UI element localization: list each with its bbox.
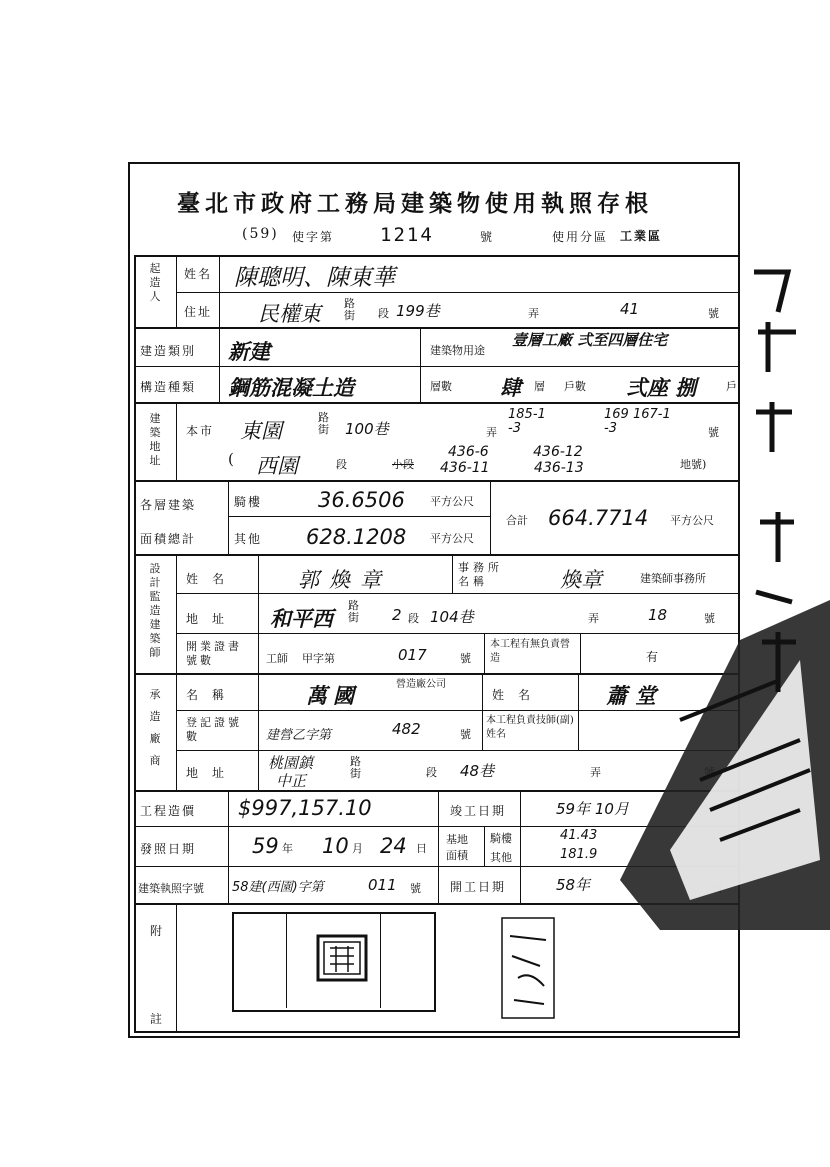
builder-address-section-label: 段	[378, 307, 389, 320]
builder-address-number: 41	[620, 300, 640, 318]
site-land-numbers-2: 436-11 436-13	[440, 460, 584, 476]
architect-address-road-label: 路 街	[348, 599, 359, 624]
row-line	[134, 554, 738, 556]
contractor-name-value: 萬國	[306, 684, 360, 708]
site-city-label: 本市	[186, 424, 215, 438]
site-land-section-label: 段	[336, 458, 347, 471]
site-other-value: 181.9	[560, 847, 598, 862]
contractor-address-label: 地址	[186, 766, 239, 780]
contractor-address-city: 桃園鎮	[268, 754, 314, 772]
table-left	[134, 255, 136, 1033]
col-line	[484, 826, 485, 866]
architect-address-section-label: 段	[408, 612, 419, 625]
zone-label: 使用分區	[552, 230, 609, 244]
official-seal-icon	[316, 934, 368, 982]
area-section-label-1: 各層建築	[140, 498, 197, 512]
permit-year: (59)	[242, 226, 279, 242]
col-line	[452, 554, 453, 593]
building-use-label: 建築物用途	[430, 344, 485, 357]
issue-year: 59	[252, 834, 279, 858]
area-arcade-unit: 平方公尺	[430, 495, 474, 508]
row-line	[176, 292, 738, 293]
floors-value: 肆	[500, 376, 521, 400]
permit-label: 建築執照字號	[138, 882, 204, 895]
permit-value: 58建(西園)字第	[232, 880, 324, 895]
builder-name-label: 姓名	[184, 267, 213, 281]
col-line	[176, 255, 177, 327]
stamp-divider	[286, 912, 287, 1008]
signature-seal-icon	[500, 916, 556, 1020]
units-unit: 戶	[726, 380, 737, 393]
row-line	[134, 402, 738, 404]
col-line	[176, 402, 177, 480]
contractor-reg-value: 建營乙字第	[266, 728, 332, 743]
builder-address-road-label: 路 街	[344, 297, 355, 322]
builder-name-value: 陳聰明、陳東華	[234, 265, 395, 291]
floors-unit: 層	[534, 380, 545, 393]
issue-year-unit: 年	[282, 842, 293, 855]
builder-address-lane: 199巷	[396, 302, 440, 320]
row-line	[228, 516, 490, 517]
area-total-label: 合計	[506, 514, 528, 527]
site-land-number-label: 地號)	[680, 458, 707, 471]
construction-type-value: 新建	[228, 340, 270, 364]
table-bottom	[134, 1031, 738, 1033]
issue-day-unit: 日	[416, 842, 427, 855]
floors-label: 層數	[430, 380, 452, 393]
site-road-value: 東園	[240, 419, 282, 443]
contractor-section-label: 承造廠商	[149, 688, 161, 767]
table-top	[134, 255, 738, 257]
contractor-person-value: 蕭堂	[606, 684, 664, 708]
architect-section-label: 設計監造建築師	[149, 562, 161, 659]
remarks-label-bottom: 註	[150, 1012, 165, 1026]
contractor-address-road-label: 路 街	[350, 755, 361, 780]
architect-responsible-label: 本工程有無負責營造	[490, 639, 570, 664]
architect-license-mid: 甲字第	[302, 652, 335, 665]
col-line	[420, 327, 421, 402]
contractor-address-section-label: 段	[426, 766, 437, 779]
frame-top	[128, 162, 740, 164]
row-line	[134, 480, 738, 482]
completion-date-value: 59年 10月	[556, 800, 629, 818]
completion-date-label: 竣工日期	[450, 804, 507, 818]
contractor-reg-number: 482	[392, 720, 421, 738]
architect-office-label: 事務所名稱	[458, 561, 503, 588]
zone-value: 工業區	[620, 229, 663, 243]
permit-number-suffix: 號	[480, 230, 495, 244]
contractor-address-lane: 48巷	[460, 762, 495, 780]
col-line	[438, 790, 439, 903]
site-area-label: 基地面積	[446, 833, 468, 862]
start-date-value: 58年	[556, 876, 591, 894]
side-stamp-fragment-icon	[748, 262, 808, 902]
architect-license-prefix: 工師	[266, 652, 288, 665]
row-line	[134, 327, 738, 329]
cost-label: 工程造價	[140, 804, 197, 818]
contractor-name-suffix: 營造廠公司	[396, 679, 446, 690]
contractor-name-label: 名稱	[186, 688, 239, 702]
contractor-reg-label: 登記證號數	[186, 716, 242, 743]
contractor-person-label: 姓名	[492, 688, 545, 702]
architect-license-label: 開業證書號數	[186, 640, 242, 667]
col-line	[176, 554, 177, 790]
area-total-unit: 平方公尺	[670, 514, 714, 527]
area-other-label: 其他	[234, 532, 263, 546]
issue-date-label: 發照日期	[140, 842, 197, 856]
construction-type-label: 建造類別	[140, 344, 197, 358]
site-land-numbers-1: 436-6 436-12	[448, 444, 583, 460]
structure-value: 鋼筋混凝土造	[228, 376, 354, 400]
site-arcade-value: 41.43	[560, 828, 598, 843]
architect-address-lane: 104巷	[430, 608, 474, 626]
col-line	[484, 633, 485, 673]
architect-address-section: 2	[392, 606, 402, 624]
stamp-divider	[380, 912, 381, 1008]
contractor-address-alley-label: 弄	[590, 766, 601, 779]
site-arcade-label: 騎樓	[490, 832, 512, 845]
col-line	[578, 673, 579, 750]
architect-address-number: 18	[648, 606, 668, 624]
remarks-label-top: 附	[150, 924, 165, 938]
building-use-value: 壹層工廠 弍至四層住宅	[512, 331, 668, 349]
area-arcade-label: 騎樓	[234, 495, 263, 509]
site-land-subsection-label: 小段	[392, 458, 414, 471]
site-other-label: 其他	[490, 851, 512, 864]
architect-responsible-value: 有	[646, 650, 661, 664]
builder-address-number-label: 號	[708, 307, 719, 320]
site-section-label: 建築地址	[149, 412, 161, 467]
col-line	[219, 255, 220, 327]
area-other-value: 628.1208	[306, 525, 407, 549]
structure-label: 構造種類	[140, 380, 197, 394]
site-alley-value: 185-1 -3	[508, 407, 546, 436]
site-number-label: 號	[708, 426, 719, 439]
area-arcade-value: 36.6506	[318, 488, 405, 512]
architect-office-value: 煥章	[560, 568, 602, 592]
permit-prefix: 使字第	[292, 230, 335, 244]
frame-bottom	[128, 1036, 740, 1038]
architect-office-suffix: 建築師事務所	[640, 572, 706, 585]
architect-address-road: 和平西	[270, 607, 333, 631]
area-total-value: 664.7714	[548, 506, 649, 530]
architect-name-label: 姓名	[186, 572, 239, 586]
frame-left	[128, 162, 130, 1038]
contractor-address-road: 中正	[276, 772, 307, 790]
architect-address-alley-label: 弄	[588, 612, 599, 625]
col-line	[482, 673, 483, 750]
issue-day: 24	[380, 834, 407, 858]
row-line	[176, 593, 738, 594]
col-line	[219, 327, 220, 402]
site-lane-value: 100巷	[345, 420, 389, 438]
col-line	[228, 480, 229, 554]
site-number-value: 169 167-1 -3	[604, 407, 671, 436]
site-road-label: 路 街	[318, 411, 329, 436]
builder-section-label: 起造人	[149, 262, 161, 303]
start-date-label: 開工日期	[450, 880, 507, 894]
area-other-unit: 平方公尺	[430, 532, 474, 545]
col-line	[490, 480, 491, 554]
row-line	[134, 366, 738, 367]
builder-address-label: 住址	[184, 305, 213, 319]
issue-month: 10	[322, 834, 349, 858]
document-title: 臺北市政府工務局建築物使用執照存根	[177, 190, 653, 217]
contractor-reg-suffix: 號	[460, 728, 471, 741]
col-line	[228, 790, 229, 903]
architect-address-label: 地址	[186, 612, 239, 626]
builder-address-alley-label: 弄	[528, 307, 539, 320]
units-label: 戶數	[564, 380, 586, 393]
col-line	[176, 903, 177, 1031]
col-line	[520, 790, 521, 903]
site-land-open: (	[228, 450, 236, 468]
architect-license-suffix: 號	[460, 652, 471, 665]
architect-license-number: 017	[398, 646, 427, 664]
col-line	[580, 633, 581, 673]
permit-number: 1214	[380, 224, 434, 246]
issue-month-unit: 月	[352, 842, 363, 855]
col-line	[258, 554, 259, 790]
architect-address-number-label: 號	[704, 612, 715, 625]
permit-number-suffix2: 號	[410, 882, 421, 895]
units-value: 弍座 捌	[626, 376, 697, 400]
permit-number-value: 011	[368, 876, 397, 894]
builder-address-road: 民權東	[258, 302, 321, 326]
area-section-label-2: 面積總計	[140, 532, 197, 546]
architect-name-value: 郭煥章	[298, 568, 391, 592]
contractor-tech-label: 本工程負責技師(副)姓名	[486, 715, 574, 740]
cost-value: $997,157.10	[238, 796, 372, 820]
site-land-area: 西園	[256, 454, 298, 478]
site-alley-label: 弄	[486, 426, 497, 439]
